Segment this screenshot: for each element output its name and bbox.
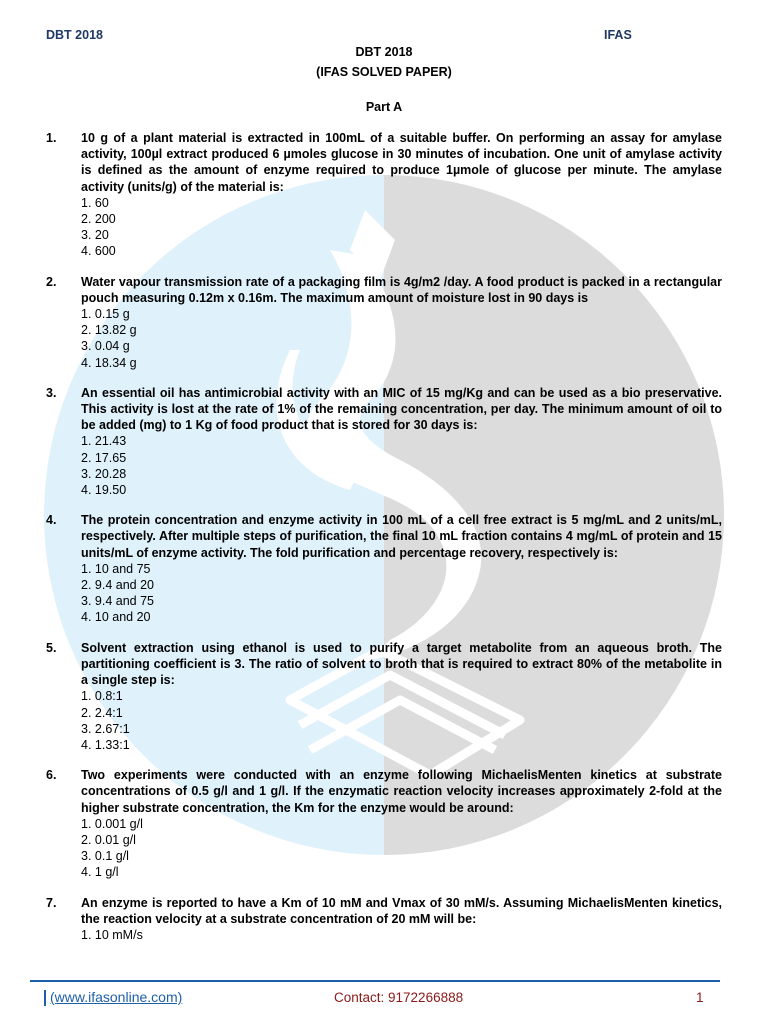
question-1 (46, 130, 722, 260)
footer-divider (30, 980, 720, 982)
question-number: 2. (46, 274, 57, 289)
option: 3. 20.28 (81, 466, 127, 481)
option: 3. 0.04 g (81, 339, 130, 354)
question-2 (46, 274, 722, 371)
option: 1. 10 mM/s (81, 927, 143, 942)
option: 4. 600 (81, 244, 116, 259)
options-list (81, 927, 722, 943)
question-5 (46, 640, 722, 753)
part-heading: Part A (365, 100, 403, 114)
option: 4. 1.33:1 (81, 737, 130, 752)
question-number: 6. (46, 768, 57, 783)
question-number: 4. (46, 513, 57, 528)
question-text: An enzyme is reported to have a Km of 10 mM and Vmax of 30 mM/s. Assuming MichaelisMenten kinetics, the reaction velocity at a substrate concentration of 20 mM will be: (81, 895, 722, 926)
option: 2. 9.4 and 20 (81, 578, 154, 593)
option: 4. 19.50 (81, 483, 127, 498)
page-number: 1 (696, 990, 704, 1005)
question-list (46, 130, 722, 957)
header-doc-label: DBT 2018 (46, 28, 103, 42)
question-3 (46, 385, 722, 498)
question-text: 10 g of a plant material is extracted in 100mL of a suitable buffer. On performing an assay for amylase activity, 100µl extract produced 6 µmoles glucose in 30 minutes of incubation. One unit of amylase activity is defined as the amount of enzyme required to produce 1µmole of glucose per minute. The amylase activity (units/g) of the material is: (81, 131, 722, 194)
options-list (81, 195, 722, 260)
question-number: 3. (46, 385, 57, 400)
option: 4. 18.34 g (81, 355, 137, 370)
question-number: 5. (46, 640, 57, 655)
option: 3. 0.1 g/l (81, 849, 129, 864)
option: 3. 9.4 and 75 (81, 594, 154, 609)
header-brand-label: IFAS (604, 28, 632, 42)
question-7 (46, 895, 722, 944)
question-text: Water vapour transmission rate of a packaging film is 4g/m2 /day. A food product is packed in a rectangular pouch measuring 0.12m x 0.16m. The maximum amount of moisture lost in 90 days is (81, 274, 722, 305)
options-list (81, 561, 722, 626)
option: 4. 1 g/l (81, 865, 119, 880)
options-list (81, 816, 722, 881)
option: 4. 10 and 20 (81, 610, 151, 625)
paper-subtitle: (IFAS SOLVED PAPER) (316, 65, 452, 79)
question-text: Two experiments were conducted with an enzyme following MichaelisMenten kinetics at substrate concentrations of 0.5 g/l and 1 g/l. If the enzymatic reaction velocity increases approximately 2-fold at the higher substrate concentration, the Km for the enzyme would be around: (81, 768, 722, 815)
option: 1. 60 (81, 195, 109, 210)
option: 1. 21.43 (81, 434, 127, 449)
options-list (81, 306, 722, 371)
option: 2. 2.4:1 (81, 705, 123, 720)
question-4 (46, 512, 722, 625)
option: 2. 200 (81, 212, 116, 227)
option: 1. 0.15 g (81, 307, 130, 322)
option: 3. 2.67:1 (81, 721, 130, 736)
question-number: 7. (46, 895, 57, 910)
question-text: The protein concentration and enzyme activity in 100 mL of a cell free extract is 5 mg/mL and 2 units/mL, respectively. After multiple steps of purification, the final 10 mL fraction contains 4 mg/mL of protein and 15 units/mL of enzyme activity. The fold purification and percentage recovery, respectively is: (81, 513, 722, 560)
question-6 (46, 767, 722, 880)
option: 2. 17.65 (81, 450, 127, 465)
question-text: Solvent extraction using ethanol is used to purify a target metabolite from an aqueous broth. The partitioning coefficient is 3. The ratio of solvent to broth that is required to extract 80% of the metabolite in a single step is: (81, 640, 722, 688)
website-link[interactable]: (www.ifasonline.com) (50, 989, 183, 1005)
question-text: An essential oil has antimicrobial activity with an MIC of 15 mg/Kg and can be used as a bio preservative. This activity is lost at the rate of 1% of the remaining concentration, per day. The minimum amount of oil to be added (mg) to 1 Kg of food product that is stored for 30 days is: (81, 385, 722, 433)
option: 1. 0.8:1 (81, 689, 123, 704)
options-list (81, 433, 722, 498)
option: 1. 10 and 75 (81, 561, 151, 576)
option: 3. 20 (81, 228, 109, 243)
footer-accent-bar (44, 990, 46, 1006)
options-list (81, 688, 722, 753)
option: 1. 0.001 g/l (81, 816, 143, 831)
option: 2. 0.01 g/l (81, 832, 136, 847)
question-number: 1. (46, 131, 57, 145)
contact-number: Contact: 9172266888 (334, 990, 464, 1005)
paper-title: DBT 2018 (355, 45, 413, 59)
option: 2. 13.82 g (81, 323, 137, 338)
